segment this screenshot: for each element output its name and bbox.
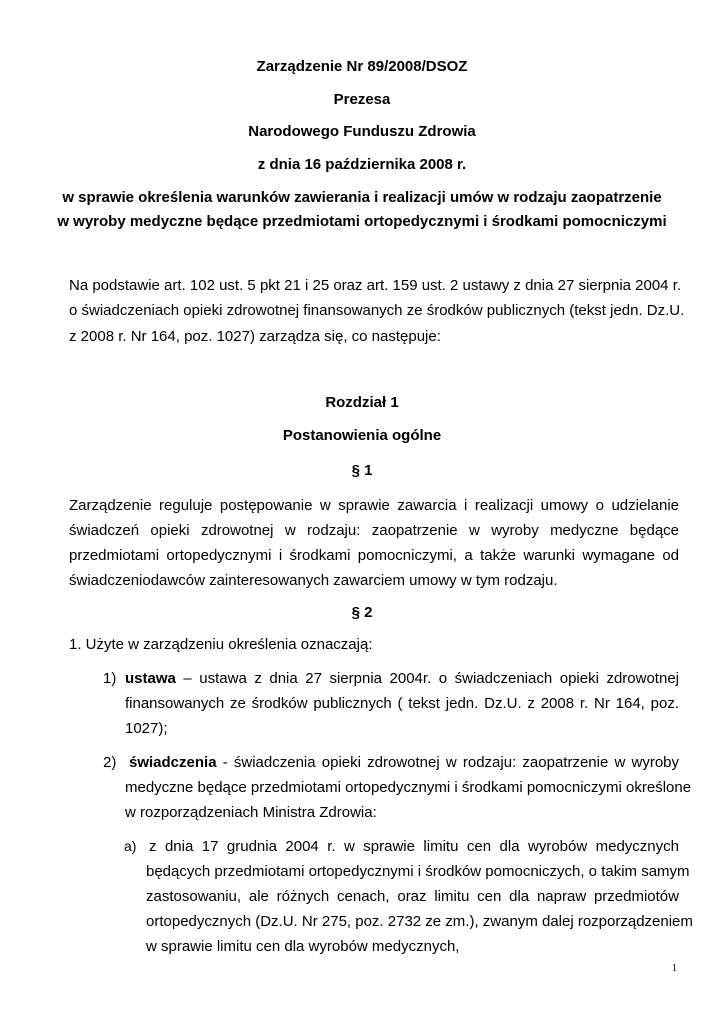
issuer-title: Prezesa xyxy=(333,91,391,108)
item2-line-3: w rozporządzeniach Ministra Zdrowia: xyxy=(125,804,377,821)
item2-line-2: medyczne będące przedmiotami ortopedycznymi i środkami pomocniczymi określone xyxy=(125,779,692,796)
preamble-line: z 2008 r. Nr 164, poz. 1027) zarządza się, co następuje: xyxy=(69,328,441,345)
subject-line-1: w sprawie określenia warunków zawierania i realizacji umów w rodzaju zaopatrzenie xyxy=(62,189,662,206)
item2-line-1-text: - świadczenia opieki zdrowotnej w rodzaju: zaopatrzenie w wyroby xyxy=(216,754,679,771)
item1-term: ustawa xyxy=(125,670,176,687)
chapter-title: Rozdział 1 xyxy=(325,394,399,411)
subitem-label: a) xyxy=(124,838,137,854)
item-number: 1) xyxy=(103,670,117,687)
item2-term: świadczenia xyxy=(129,754,217,771)
document-date: z dnia 16 października 2008 r. xyxy=(257,156,467,173)
item2-line-1 xyxy=(129,754,679,771)
section2-intro: 1. Użyte w zarządzeniu określenia oznaczają: xyxy=(69,636,373,653)
issuer-name: Narodowego Funduszu Zdrowia xyxy=(248,123,476,140)
section1-line: przedmiotami ortopedycznymi i środkami pomocniczymi, a także warunki wymagane od xyxy=(69,547,679,564)
section-mark-1: § 1 xyxy=(351,462,373,479)
item1-line-2: finansowanych ze środków publicznych ( tekst jedn. Dz.U. z 2008 r. Nr 164, poz. xyxy=(125,695,679,712)
preamble-line: Na podstawie art. 102 ust. 5 pkt 21 i 25 oraz art. 159 ust. 2 ustawy z dnia 27 sierpnia 2004 r. xyxy=(69,277,682,294)
item1-line-1 xyxy=(125,670,679,687)
page-number: 1 xyxy=(672,963,677,974)
subitem-a-line: będących przedmiotami ortopedycznymi i środków pomocniczych, o takim samym xyxy=(146,863,690,880)
section1-line: Zarządzenie reguluje postępowanie w sprawie zawarcia i realizacji umowy o udzielanie xyxy=(69,497,679,514)
subitem-a-line: z dnia 17 grudnia 2004 r. w sprawie limitu cen dla wyrobów medycznych xyxy=(149,838,679,855)
section-mark-2: § 2 xyxy=(351,604,373,621)
section1-line: świadczeń opieki zdrowotnej w rodzaju: zaopatrzenie w wyroby medyczne będące xyxy=(69,522,679,539)
item-number: 2) xyxy=(103,754,117,771)
subitem-a-line: ortopedycznych (Dz.U. Nr 275, poz. 2732 ze zm.), zwanym dalej rozporządzeniem xyxy=(146,913,693,930)
item1-line-1-text: – ustawa z dnia 27 sierpnia 2004r. o świadczeniach opieki zdrowotnej xyxy=(175,670,679,687)
document-title: Zarządzenie Nr 89/2008/DSOZ xyxy=(256,58,468,75)
section1-line: świadczeniodawców zainteresowanych zawarciem umowy w tym rodzaju. xyxy=(69,572,558,589)
item1-line-3: 1027); xyxy=(125,720,168,737)
subitem-a-line: zastosowaniu, ale różnych cenach, oraz limitu cen dla napraw przedmiotów xyxy=(146,888,679,905)
subject-line-2: w wyroby medyczne będące przedmiotami ortopedycznymi i środkami pomocniczymi xyxy=(57,213,667,230)
preamble-line: o świadczeniach opieki zdrowotnej finansowanych ze środków publicznych (tekst jedn. Dz.U. xyxy=(69,302,685,319)
subitem-a-line: w sprawie limitu cen dla wyrobów medycznych, xyxy=(146,938,460,955)
chapter-subtitle: Postanowienia ogólne xyxy=(282,427,442,444)
